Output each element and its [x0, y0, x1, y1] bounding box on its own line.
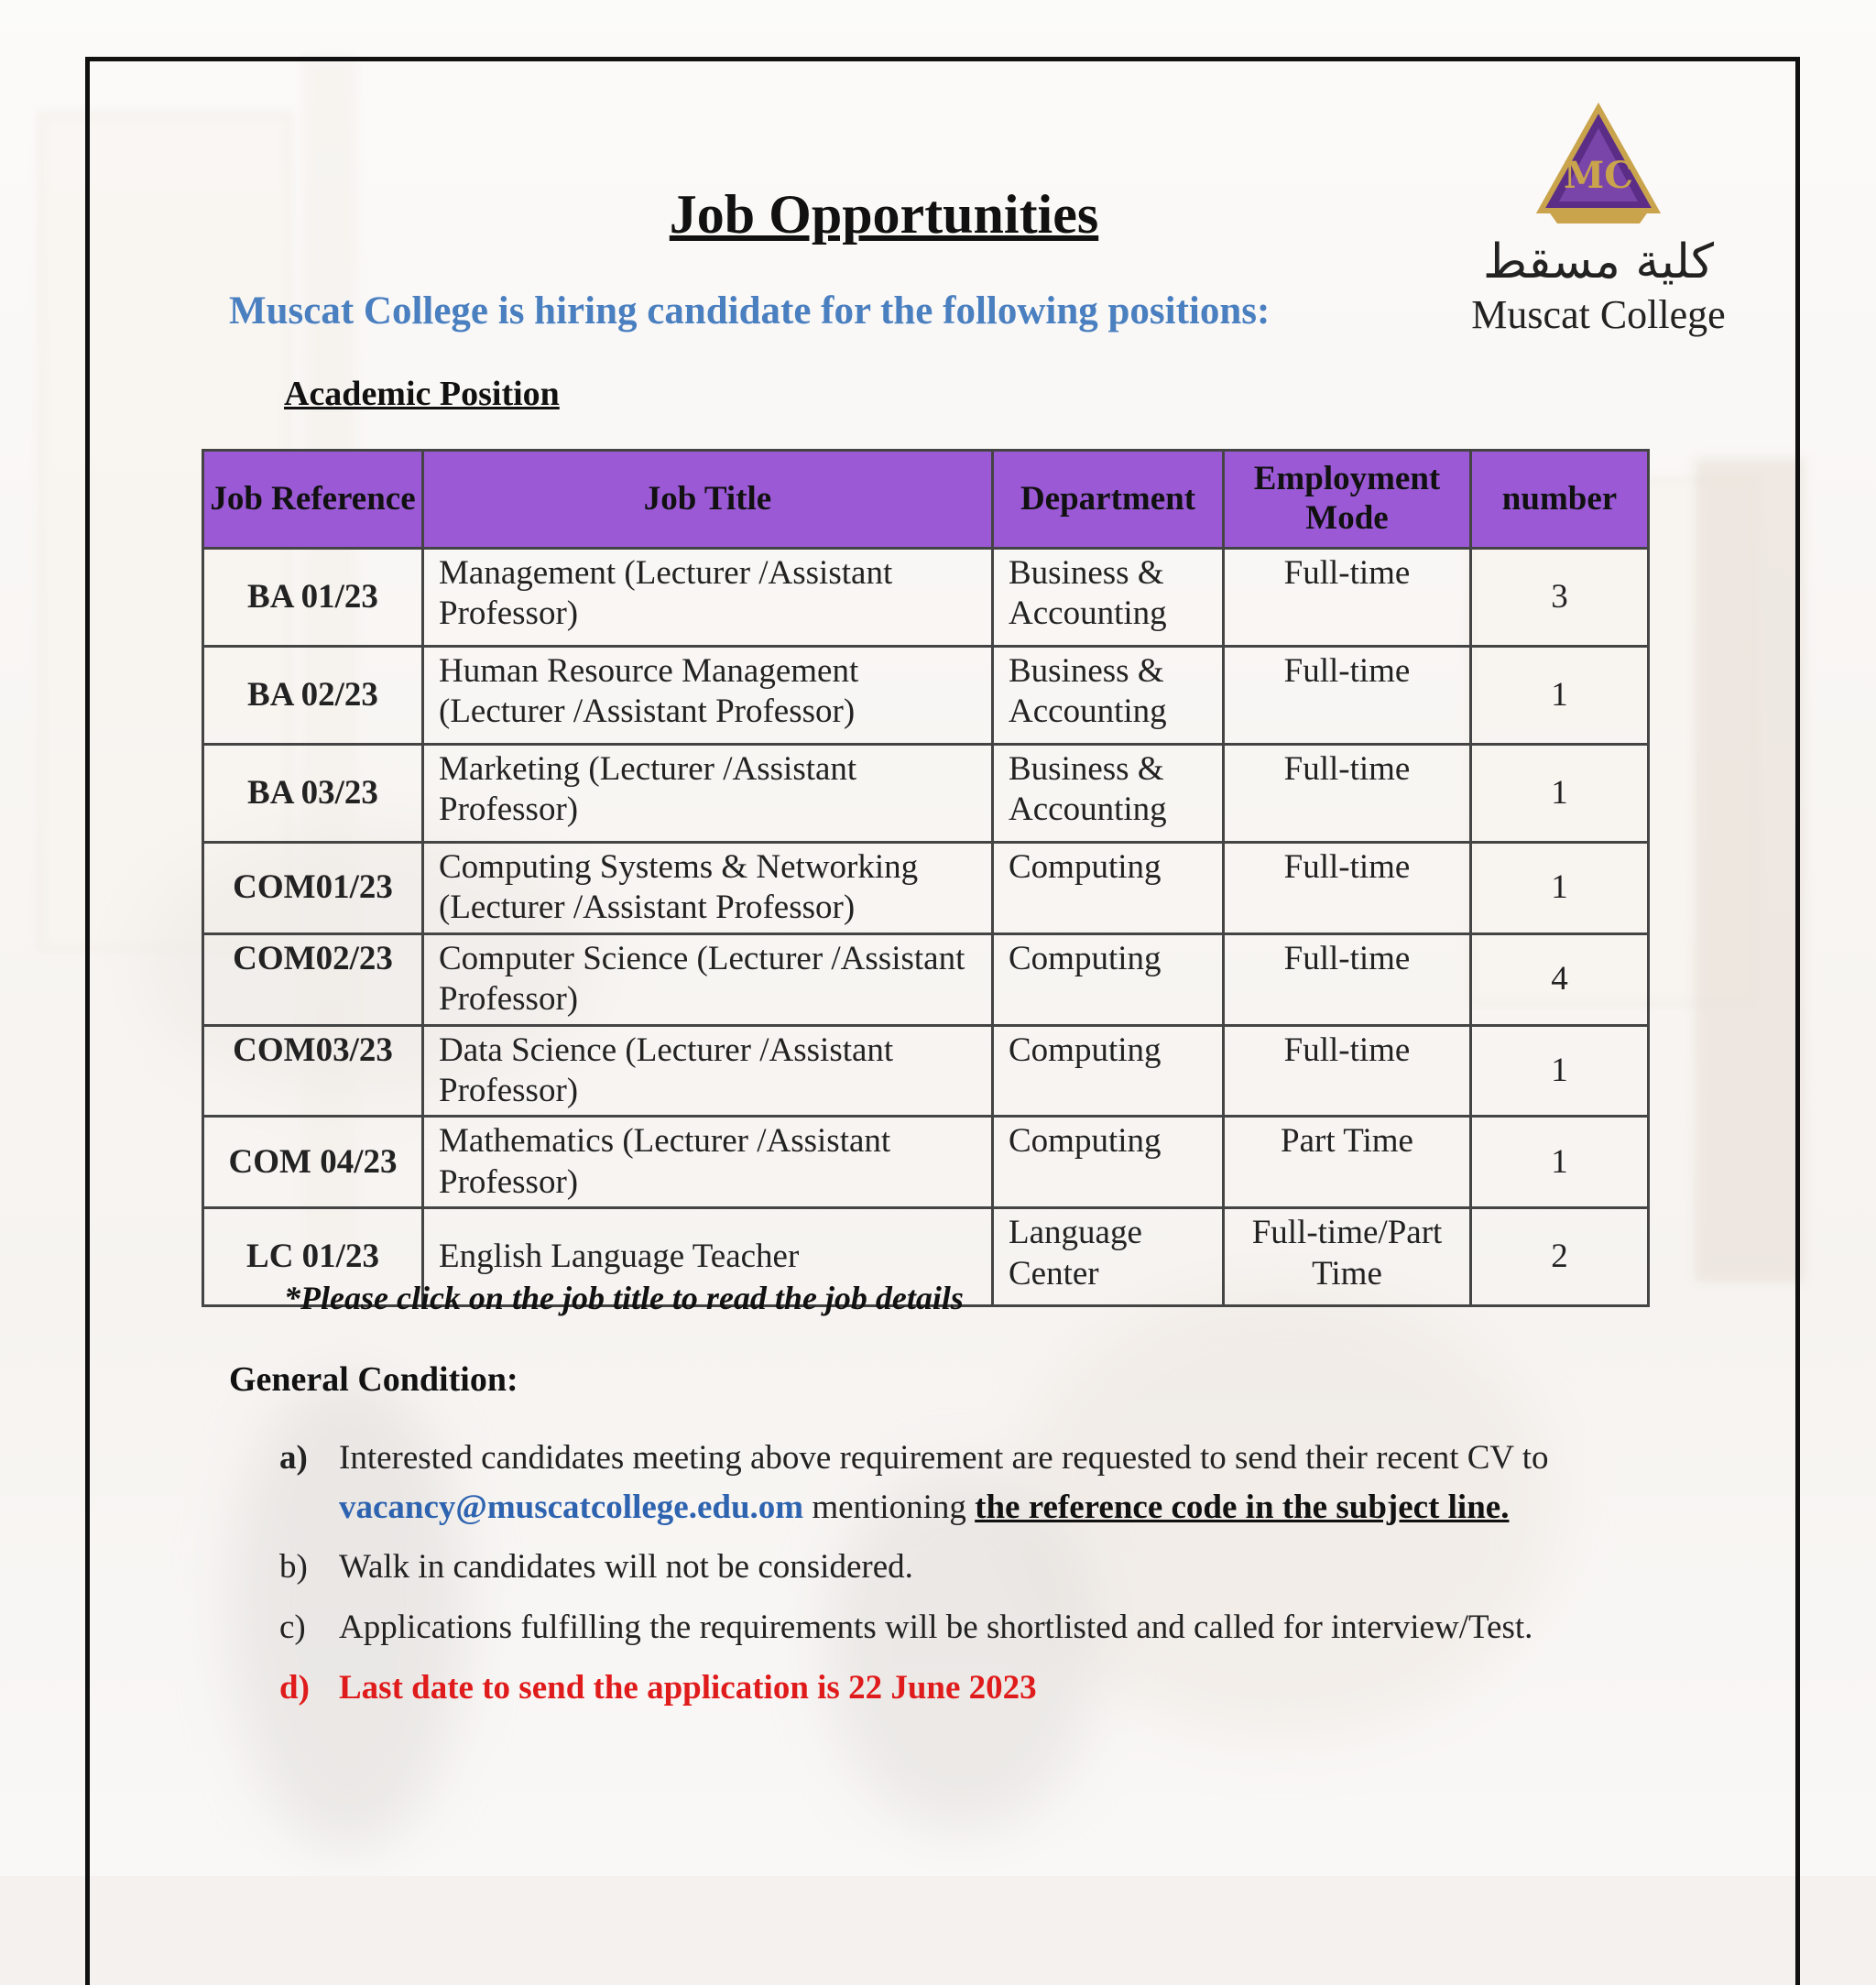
table-row	[203, 843, 1649, 934]
job-title-link[interactable]: Computer Science (Lecturer /Assistant Professor)	[423, 933, 993, 1025]
jobs-table	[202, 449, 1650, 1307]
job-reference: COM02/23	[203, 933, 423, 1025]
job-reference: COM 04/23	[203, 1117, 423, 1208]
job-department: Computing	[993, 843, 1224, 934]
condition-b	[279, 1543, 1672, 1592]
job-title-link[interactable]: Human Resource Management (Lecturer /Assistant Professor)	[423, 647, 993, 745]
job-number: 1	[1471, 843, 1649, 934]
job-mode: Full-time	[1224, 933, 1471, 1025]
table-header-row	[203, 451, 1649, 549]
job-number: 3	[1471, 549, 1649, 647]
header-employment-mode: Employment Mode	[1224, 451, 1471, 549]
job-mode: Part Time	[1224, 1117, 1471, 1208]
header-number: number	[1471, 451, 1649, 549]
job-number: 1	[1471, 647, 1649, 745]
job-department: Business & Accounting	[993, 549, 1224, 647]
job-department: Computing	[993, 933, 1224, 1025]
job-department: Language Center	[993, 1208, 1224, 1306]
condition-letter: a)	[279, 1439, 308, 1477]
job-department: Business & Accounting	[993, 647, 1224, 745]
job-reference: BA 03/23	[203, 745, 423, 843]
condition-letter: b)	[279, 1548, 308, 1587]
job-mode: Full-time/Part Time	[1224, 1208, 1471, 1306]
condition-a-mentioning: mentioning	[812, 1488, 966, 1526]
job-reference: LC 01/23	[203, 1208, 423, 1306]
job-title-link[interactable]: Computing Systems & Networking (Lecturer /Assistant Professor)	[423, 843, 993, 934]
job-reference: BA 02/23	[203, 647, 423, 745]
condition-c	[279, 1603, 1672, 1652]
job-title-link[interactable]: Management (Lecturer /Assistant Professor)	[423, 549, 993, 647]
job-department: Business & Accounting	[993, 745, 1224, 843]
general-condition-heading: General Condition:	[229, 1360, 518, 1399]
table-row	[203, 1025, 1649, 1117]
job-reference: COM01/23	[203, 843, 423, 934]
job-mode: Full-time	[1224, 647, 1471, 745]
job-number: 1	[1471, 745, 1649, 843]
header-job-title: Job Title	[423, 451, 993, 549]
job-number: 1	[1471, 1117, 1649, 1208]
job-mode: Full-time	[1224, 549, 1471, 647]
section-heading: Academic Position	[284, 375, 560, 413]
job-title-link[interactable]: Marketing (Lecturer /Assistant Professor)	[423, 745, 993, 843]
job-details-note: *Please click on the job title to read the job details	[284, 1280, 964, 1316]
condition-d	[279, 1663, 1672, 1713]
job-number: 4	[1471, 933, 1649, 1025]
logo-name: Muscat College	[1471, 292, 1726, 337]
conditions-list	[279, 1434, 1672, 1723]
condition-a-emphasis: the reference code in the subject line.	[975, 1488, 1510, 1526]
condition-b-text: Walk in candidates will not be considered.	[339, 1548, 913, 1587]
job-mode: Full-time	[1224, 1025, 1471, 1117]
header-department: Department	[993, 451, 1224, 549]
header-job-reference: Job Reference	[203, 451, 423, 549]
job-reference: COM03/23	[203, 1025, 423, 1117]
condition-letter: d)	[279, 1668, 310, 1707]
job-title-link[interactable]: Data Science (Lecturer /Assistant Professor)	[423, 1025, 993, 1117]
table-row	[203, 745, 1649, 843]
page-subtitle: Muscat College is hiring candidate for the following positions:	[229, 289, 1271, 333]
logo-arabic-name: كلية مسقط	[1483, 234, 1714, 289]
vacancy-email-link[interactable]: vacancy@muscatcollege.edu.om	[339, 1488, 804, 1526]
job-reference: BA 01/23	[203, 549, 423, 647]
page-title: Job Opportunities	[669, 184, 1099, 245]
job-mode: Full-time	[1224, 745, 1471, 843]
deadline-text: Last date to send the application is 22 June 2023	[339, 1668, 1037, 1707]
table-row	[203, 1117, 1649, 1208]
table-row	[203, 549, 1649, 647]
job-department: Computing	[993, 1025, 1224, 1117]
condition-c-text: Applications fulfilling the requirements will be shortlisted and called for interview/Test.	[339, 1608, 1533, 1646]
job-mode: Full-time	[1224, 843, 1471, 934]
table-row	[203, 933, 1649, 1025]
job-title-link[interactable]: Mathematics (Lecturer /Assistant Professor)	[423, 1117, 993, 1208]
logo-monogram: MC	[1563, 154, 1634, 197]
condition-a-text: Interested candidates meeting above requirement are requested to send their recent CV to	[339, 1439, 1549, 1477]
condition-letter: c)	[279, 1608, 306, 1646]
job-title-link[interactable]: English Language Teacher	[423, 1208, 993, 1306]
table-row	[203, 647, 1649, 745]
job-number: 2	[1471, 1208, 1649, 1306]
job-number: 1	[1471, 1025, 1649, 1117]
condition-a	[279, 1434, 1672, 1532]
job-department: Computing	[993, 1117, 1224, 1208]
